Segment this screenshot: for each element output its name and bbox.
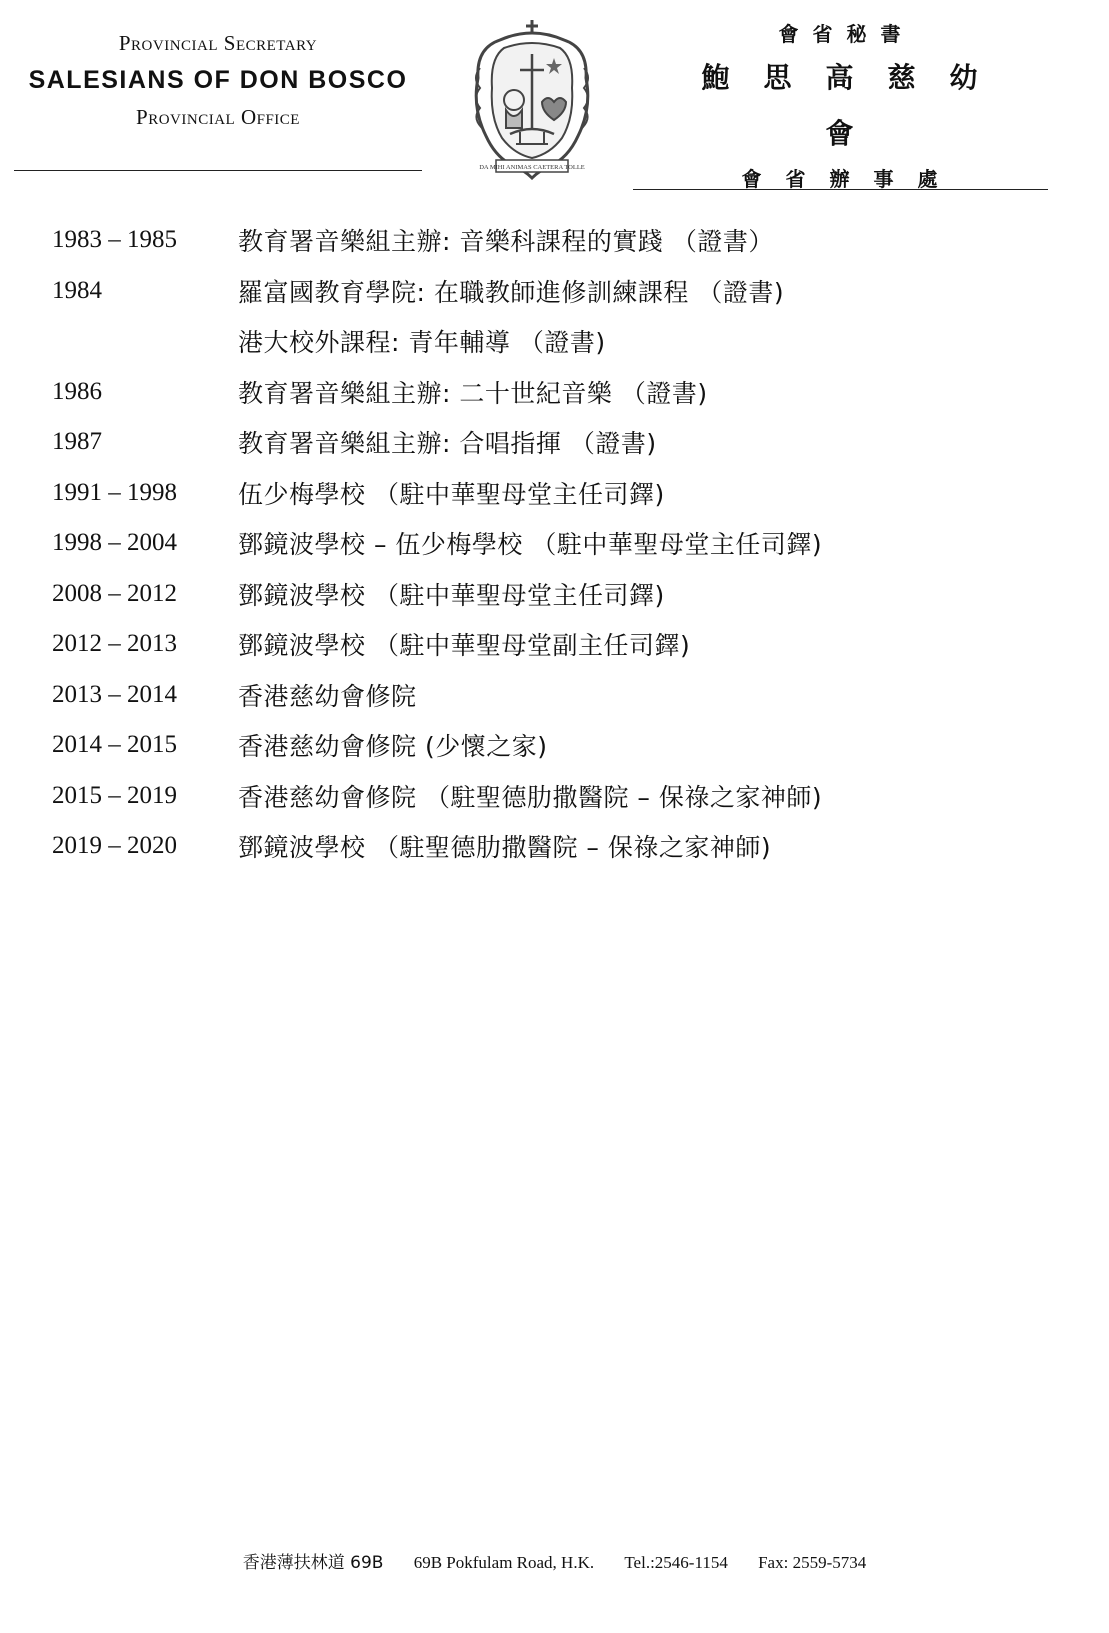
entry-year: 2015 – 2019 [52,781,177,809]
entry-row [52,619,1052,670]
entry-description: 鄧鏡波學校 （駐中華聖母堂主任司鐸) [238,580,665,610]
english-letterhead [14,28,422,132]
footer-fax: Fax: 2559-5734 [758,1553,867,1572]
zh-organization-name: 鮑思高慈幼會 [701,61,1012,150]
entry-description: 教育署音樂組主辦: 二十世紀音樂 （證書) [238,378,708,408]
entry-row [52,771,1052,822]
header-divider-left [14,170,422,171]
entry-year: 2019 – 2020 [52,832,177,860]
entry-description: 港大校外課程: 青年輔導 （證書) [238,328,606,358]
chinese-letterhead [652,18,1027,196]
zh-office-label: 會省辦事處 [741,167,962,191]
entry-description: 香港慈幼會修院 [238,681,417,711]
entry-row [52,367,1052,418]
entry-row [52,518,1052,569]
entry-year: 2012 – 2013 [52,630,177,658]
footer-address-en: 69B Pokfulam Road, H.K. [413,1553,595,1572]
entry-year: 1998 – 2004 [52,529,177,557]
zh-secretary-label: 會省秘書 [778,22,915,46]
header-divider-right [633,189,1048,190]
career-entries-list [52,215,1052,872]
footer-address-zh: 香港薄扶林道 69B [242,1553,384,1573]
entry-description: 教育署音樂組主辦: 合唱指揮 （證書) [238,429,657,459]
entry-row [52,417,1052,468]
footer-contact [0,1548,1109,1573]
provincial-office-label: Provincial Office [136,105,300,129]
entry-year: 1986 [52,377,102,405]
organization-name: SALESIANS OF DON BOSCO [28,66,408,94]
entry-row [52,720,1052,771]
entry-row [52,569,1052,620]
footer-telephone: Tel.:2546-1154 [624,1553,728,1572]
entry-year: 1987 [52,428,102,456]
provincial-secretary-label: Provincial Secretary [118,31,318,55]
entry-description: 鄧鏡波學校 （駐中華聖母堂副主任司鐸) [238,631,691,661]
entry-row [52,316,1052,367]
entry-year: 1991 – 1998 [52,478,177,506]
entry-year: 2014 – 2015 [52,731,177,759]
entry-row [52,670,1052,721]
entry-description: 羅富國教育學院: 在職教師進修訓練課程 （證書) [238,277,785,307]
entry-row [52,821,1052,872]
entry-year: 1984 [52,276,102,304]
entry-row [52,468,1052,519]
entry-row [52,266,1052,317]
entry-year: 2013 – 2014 [52,680,177,708]
entry-description: 伍少梅學校 （駐中華聖母堂主任司鐸) [238,479,665,509]
entry-description: 香港慈幼會修院 （駐聖德肋撒醫院 – 保祿之家神師) [238,782,823,812]
entry-year: 2008 – 2012 [52,579,177,607]
entry-row [52,215,1052,266]
entry-description: 教育署音樂組主辦: 音樂科課程的實踐 （證書） [238,227,774,257]
entry-year: 1983 – 1985 [52,226,177,254]
entry-description: 香港慈幼會修院 (少懷之家) [238,732,548,762]
entry-description: 鄧鏡波學校 （駐聖德肋撒醫院 – 保祿之家神師) [238,833,772,863]
entry-description: 鄧鏡波學校 – 伍少梅學校 （駐中華聖母堂主任司鐸) [238,530,823,560]
crest-motto: DA MIHI ANIMAS CAETERA TOLLE [479,164,585,171]
salesian-crest-emblem [470,18,594,184]
